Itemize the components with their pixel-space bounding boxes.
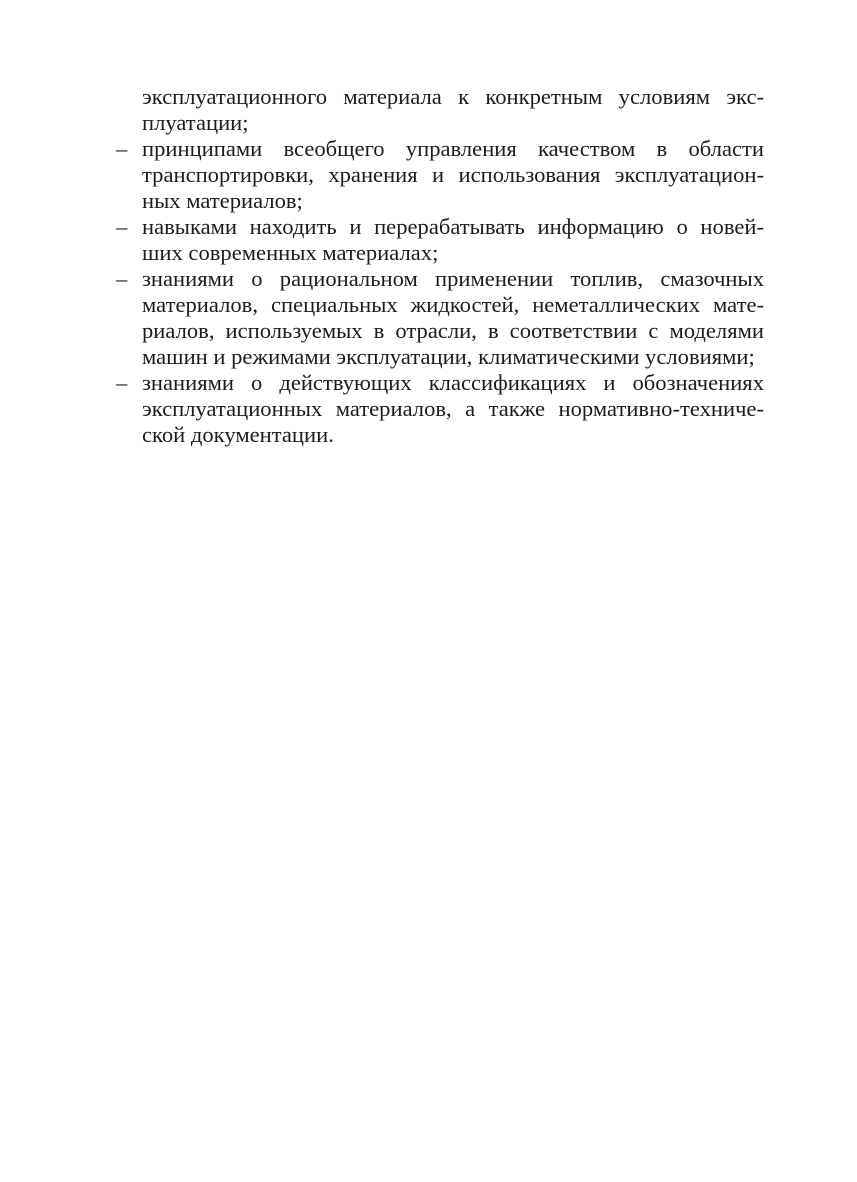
text-line bbox=[116, 136, 764, 162]
text-line bbox=[116, 318, 764, 344]
text-line bbox=[116, 422, 764, 448]
line-text: плуатации; bbox=[142, 110, 249, 135]
text-line bbox=[116, 292, 764, 318]
text-line bbox=[116, 84, 764, 110]
line-text: эксплуатационных материалов, а также нормативно-техниче- bbox=[142, 396, 764, 421]
line-text: машин и режимами эксплуатации, климатическими условиями; bbox=[142, 344, 755, 369]
bullet-dash: – bbox=[116, 266, 128, 291]
bullet-dash: – bbox=[116, 136, 128, 161]
line-text: транспортировки, хранения и использования эксплуатацион- bbox=[142, 162, 764, 187]
bullet-list bbox=[116, 84, 764, 448]
list-item bbox=[116, 136, 764, 214]
line-text: ших современных материалах; bbox=[142, 240, 439, 265]
text-line bbox=[116, 266, 764, 292]
line-text: навыками находить и перерабатывать информацию о новей- bbox=[142, 214, 764, 239]
list-item bbox=[116, 266, 764, 370]
line-text: материалов, специальных жидкостей, неметаллических мате- bbox=[142, 292, 764, 317]
bullet-dash: – bbox=[116, 370, 128, 395]
text-line bbox=[116, 396, 764, 422]
text-line bbox=[116, 188, 764, 214]
list-item-continuation bbox=[116, 84, 764, 136]
text-line bbox=[116, 214, 764, 240]
line-text: риалов, используемых в отрасли, в соответствии с моделями bbox=[142, 318, 764, 343]
line-text: принципами всеобщего управления качеством в области bbox=[142, 136, 764, 161]
line-text: эксплуатационного материала к конкретным условиям экс- bbox=[142, 84, 764, 109]
text-line bbox=[116, 370, 764, 396]
line-text: знаниями о действующих классификациях и обозначениях bbox=[142, 370, 764, 395]
text-line bbox=[116, 344, 764, 370]
text-line bbox=[116, 110, 764, 136]
list-item bbox=[116, 370, 764, 448]
bullet-dash: – bbox=[116, 214, 128, 239]
list-item bbox=[116, 214, 764, 266]
line-text: знаниями о рациональном применении топлив, смазочных bbox=[142, 266, 764, 291]
line-text: ской документации. bbox=[142, 422, 334, 447]
line-text: ных материалов; bbox=[142, 188, 303, 213]
text-line bbox=[116, 162, 764, 188]
text-line bbox=[116, 240, 764, 266]
